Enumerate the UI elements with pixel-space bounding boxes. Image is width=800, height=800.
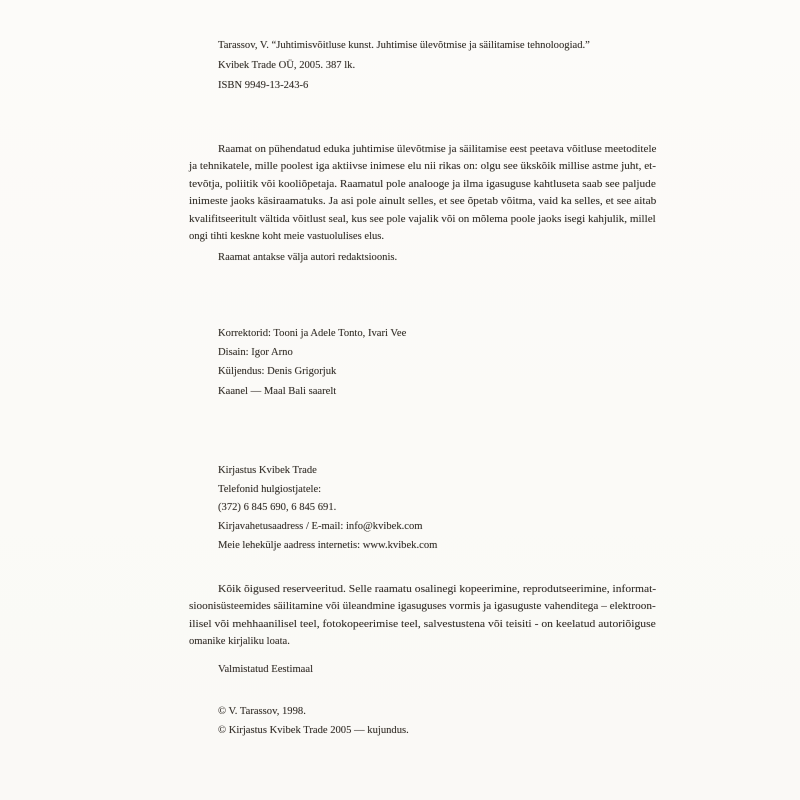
citation-title-line: Tarassov, V. “Juhtimisvõitluse kunst. Juhtimise ülevõtmise ja säilitamise tehnoloogiad.”	[218, 40, 590, 51]
annotation-line: ja tehnikatele, mille poolest iga aktiivse inimese elu nii rikas on: olgu see ükskõik millise astme juht, et-	[189, 161, 657, 173]
publisher-name: Kirjastus Kvibek Trade	[218, 465, 317, 476]
citation-isbn: ISBN 9949-13-243-6	[218, 79, 309, 91]
copyright-author: © V. Tarassov, 1998.	[218, 706, 306, 717]
annotation-line: ongi tihti keskne koht meie vastuolulises elus.	[189, 231, 385, 243]
annotation-line: kvalifitseeritult vältida võitlust seal, kus see pole vajalik või on mõlema poole jaoks isegi kahjulik, millel	[189, 213, 656, 225]
edition-note	[218, 249, 397, 266]
citation-publisher-line: Kvibek Trade OÜ, 2005. 387 lk.	[218, 59, 356, 71]
made-in-note	[218, 661, 313, 678]
publisher-website: Meie lehekülje aadress internetis: www.kvibek.com	[218, 539, 438, 551]
annotation-line: Raamat on pühendatud eduka juhtimise ülevõtmise ja säilitamise eest peetava võitluse meetoditele	[218, 144, 657, 155]
copyright-block	[218, 703, 409, 740]
annotation-line: inimeste jaoks käsiraamatuks. Ja asi pole ainult selles, et see õpetab võitma, vaid ka selles, et see aitab	[189, 196, 657, 208]
edition-note-line: Raamat antakse välja autori redaktsioonis.	[218, 252, 398, 263]
rights-line: omanike kirjaliku loata.	[189, 636, 290, 648]
publisher-email: Kirjavahetusaadress / E-mail: info@kvibek.com	[218, 521, 423, 533]
rights-paragraph	[189, 581, 656, 651]
made-in-line: Valmistatud Eestimaal	[218, 664, 314, 675]
annotation-paragraph	[189, 141, 656, 245]
publisher-phone-numbers: (372) 6 845 690, 6 845 691.	[218, 502, 337, 514]
citation-block	[218, 36, 590, 95]
credits-block	[218, 324, 406, 401]
rights-line: sioonisüsteemides säilitamine või üleandmine igasuguses vormis ja igasuguste vahenditega – elektroon-	[189, 601, 656, 613]
credits-correctors: Korrektorid: Tooni ja Adele Tonto, Ivari Vee	[218, 328, 407, 339]
copyright-publisher: © Kirjastus Kvibek Trade 2005 — kujundus.	[218, 724, 409, 736]
publisher-phone-label: Telefonid hulgiostjatele:	[218, 483, 322, 495]
credits-layout: Küljendus: Denis Grigorjuk	[218, 366, 337, 378]
publisher-contact-block	[218, 462, 437, 556]
rights-line: ilisel või mehhaanilisel teel, fotokopeerimise teel, salvestustena või teisiti - on keelatud autoriõiguse	[189, 618, 656, 630]
credits-cover: Kaanel — Maal Bali saarelt	[218, 385, 337, 397]
rights-line: Kõik õigused reserveeritud. Selle raamatu osalinegi kopeerimine, reprodutseerimine, informat-	[218, 584, 657, 595]
credits-design: Disain: Igor Arno	[218, 347, 293, 359]
annotation-line: tevõtja, poliitik või kooliõpetaja. Raamatul pole analooge ja ilma igasuguse kahtluseta saab see paljude	[189, 178, 656, 190]
